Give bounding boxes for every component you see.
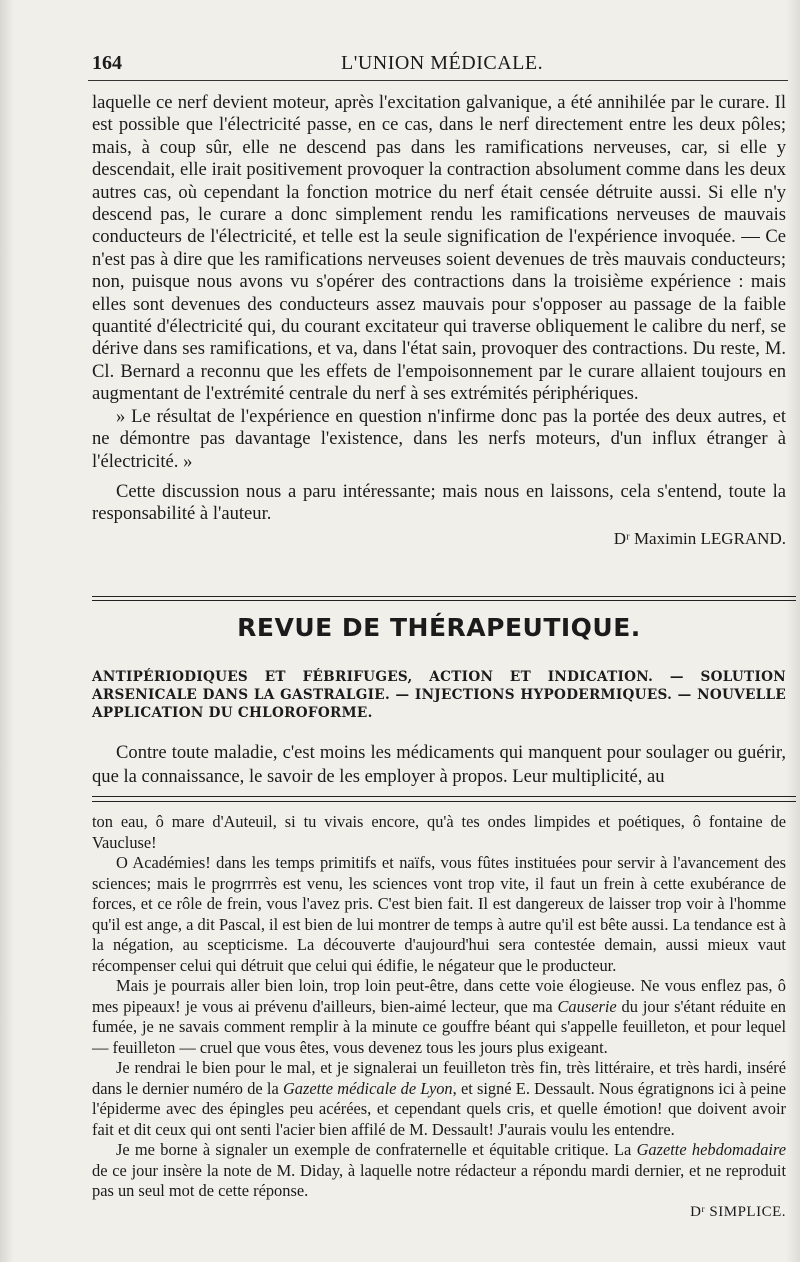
article-body (92, 92, 786, 550)
text-span: , et signé E. Dessault. Nous égratignons ici à peine l'épiderme avec des épingles peu acérées, et cependant quels cris, et quelle émotion! que doivent avoir fait et dit ceux qui ont senti l'acier bien affilé de M. Dessault! J'aurais voulu les entendre. (92, 1078, 786, 1139)
feuilleton-body (92, 812, 786, 1222)
text-span: Je me borne à signaler un exemple de confraternelle et équitable critique. La (116, 1140, 637, 1159)
text-span: Je rendrai le bien pour le mal, et je signalerai un feuilleton très fin, très littéraire, et très hardi, inséré dans le dernier numéro de la (92, 1058, 786, 1098)
section-divider (92, 596, 796, 601)
section-title: REVUE DE THÉRAPEUTIQUE. (237, 613, 641, 642)
section-topics: ANTIPÉRIODIQUES ET FÉBRIFUGES, ACTION ET INDICATION. — SOLUTION ARSENICALE DANS LA GASTRALGIE. — INJECTIONS HYPODERMIQUES. — NOUVELLE APPLICATION DU CHLOROFORME. (92, 669, 786, 721)
review-paragraph: Contre toute maladie, c'est moins les médicaments qui manquent pour soulager ou guérir, que la connaissance, le savoir de les employer à propos. Leur multiplicité, au (92, 742, 786, 787)
feuilleton-paragraph (92, 976, 786, 1058)
emphasis: Causerie (557, 996, 617, 1016)
article-paragraph: laquelle ce nerf devient moteur, après l'excitation galvanique, a été annihilée par le curare. Il est possible que l'électricité passe, en ce cas, dans le nerf directement entre les deux pôles; mais, à coup sûr, elle ne descend pas dans les ramifications nerveuses, car, si elle y descendait, elle irait positivement provoquer la contraction absolument comme dans les deux autres cas, où cependant la fonction motrice du nerf était censée détruite aussi. Si elle n'y descend pas, le curare a donc simplement rendu les ramifications nerveuses de mauvais conducteurs de l'électricité, et telle est la seule signification de l'expérience invoquée. — Ce n'est pas à dire que les ramifications nerveuses soient devenues de très mauvais conducteurs; non, puisque nous avons vu s'opérer des contractions dans la troisième expérience : mais elles sont devenues des conducteurs assez mauvais pour s'opposer au passage de la faible quantité d'électricité qui, du courant excitateur qui traverse obliquement le calibre du nerf, se dérive dans ses ramifications, et va, dans l'état sain, provoquer des contractions. Du reste, M. Cl. Bernard a reconnu que les effets de l'empoisonnement par le curare allaient toujours en augmentant de l'extrémité centrale du nerf à ses extrémités périphériques. (92, 92, 786, 405)
publication-title: Gazette hebdomadaire (636, 1140, 786, 1159)
feuilleton-signature: Dʳ SIMPLICE. (690, 1203, 786, 1220)
feuilleton-paragraph (92, 1140, 786, 1202)
article-paragraph: Cette discussion nous a paru intéressante; mais nous en laissons, cela s'entend, toute la responsabilité à l'auteur. (92, 480, 786, 525)
running-title: L'UNION MÉDICALE. (341, 52, 544, 74)
feuilleton-divider (92, 796, 796, 802)
review-intro (92, 741, 786, 789)
feuilleton-paragraph: ton eau, ô mare d'Auteuil, si tu vivais encore, qu'à tes ondes limpides et poétiques, ô fontaine de Vaucluse! (92, 812, 786, 852)
feuilleton-paragraph (92, 1058, 786, 1140)
publication-title: Gazette médicale de Lyon (282, 1078, 453, 1098)
text-span: Mais je pourrais aller bien loin, trop loin peut-être, dans cette voie élogieuse. Ne vous enflez pas, ô mes pipeaux! je vous ai prévenu d'ailleurs, bien-aimé lecteur, que ma (92, 976, 786, 1016)
text-span: du jour s'étant réduite en fumée, je ne savais comment remplir à la minute ce gouffre béant qui s'appelle feuilleton, et pour lequel — feuilleton — cruel que vous êtes, vous devenez tous les jours plus exigeant. (92, 996, 787, 1057)
author-signature: Dʳ Maximin LEGRAND. (613, 528, 786, 548)
article-paragraph: » Le résultat de l'expérience en question n'infirme donc pas la portée des deux autres, et ne démontre pas davantage l'existence, dans les nerfs moteurs, d'un influx étranger à l'électricité. » (92, 405, 786, 472)
page-number: 164 (92, 52, 122, 74)
header-rule (88, 80, 788, 81)
page-header (88, 48, 780, 78)
feuilleton-paragraph: O Académies! dans les temps primitifs et naïfs, vous fûtes instituées pour servir à l'avancement des sciences; mais le progrrrrès est venu, les sciences vont trop vite, il faut un frein à cette exubérance de forces, et ce rôle de frein, vous l'avez pris. C'est bien fait. Il est dangereux de laisser trop voir à l'homme qu'il est ange, a dit Pascal, il est bien de lui montrer de temps à autre qu'il est bête aussi. La tendance est à la négation, au scepticisme. La découverte d'aujourd'hui sera contestée demain, aussi mieux vaut récompenser celui qui détruit que celui qui édifie, le négateur que le producteur. (92, 853, 786, 975)
text-span: de ce jour insère la note de M. Diday, à laquelle notre rédacteur a répondu mardi dernier, et ne reproduit pas un seul mot de cette réponse. (92, 1160, 786, 1200)
